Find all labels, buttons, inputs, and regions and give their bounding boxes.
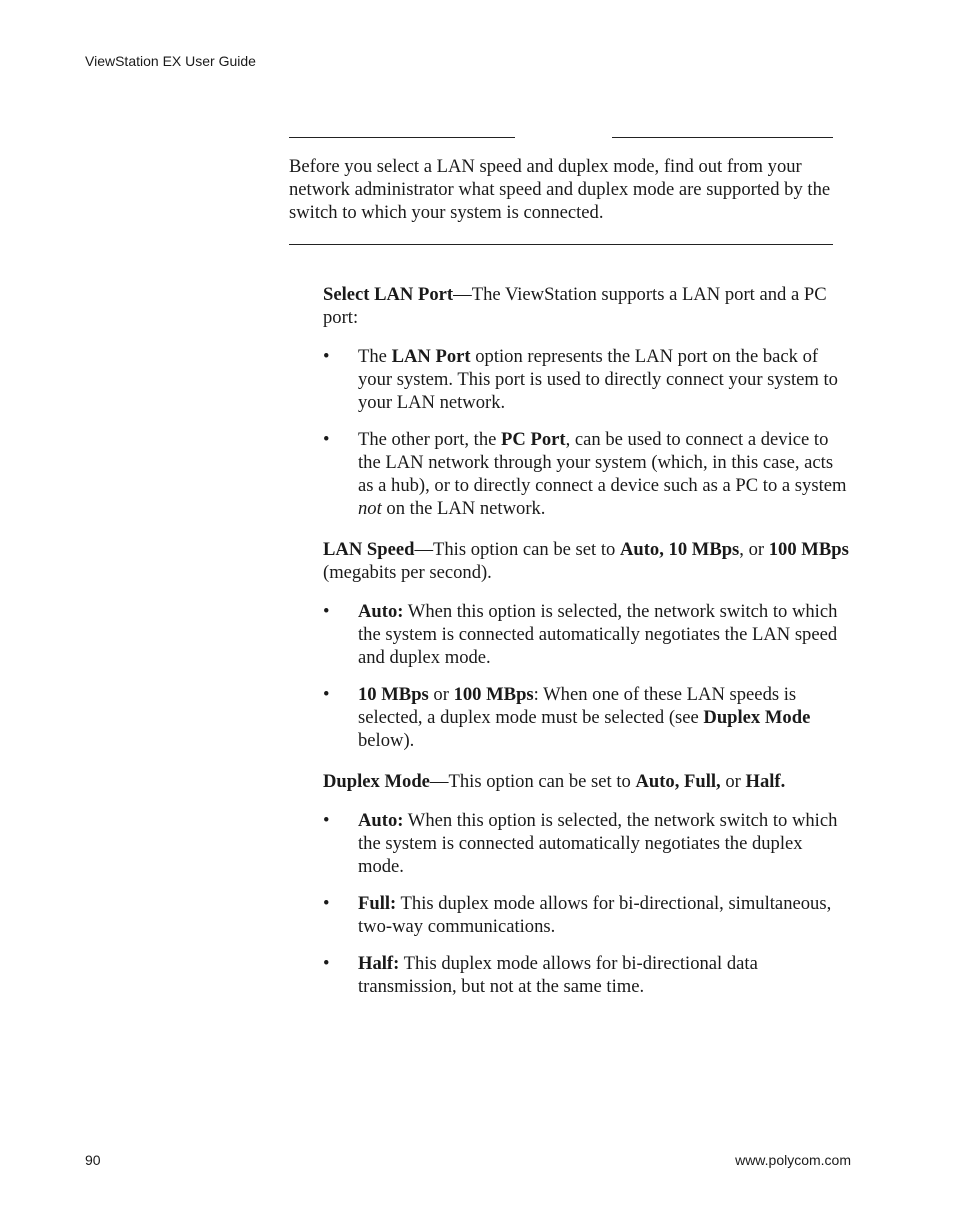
duplex-mode-or: or [720,771,746,792]
list-item [323,809,853,878]
duplex-mode-term: Duplex Mode [323,771,430,792]
list-item [323,428,853,520]
list-item [323,600,853,669]
list-item-text-post: on the LAN network. [381,498,546,519]
10-mbps-term: 10 MBps [358,684,429,705]
lan-speed-post: (megabits per second). [323,562,492,583]
list-item [323,952,853,998]
note-top-rule-right [612,137,833,138]
lan-speed-paragraph [323,538,853,584]
list-item-text-post: This duplex mode allows for bi-directional data transmission, but not at the same time. [358,953,758,997]
running-header-title: ViewStation EX User Guide [85,53,256,69]
duplex-mode-intro: —This option can be set to [429,771,636,792]
list-item-text-post: When this option is selected, the network switch to which the system is connected automatically negotiates the LAN speed and duplex mode. [358,601,838,668]
lan-speed-option-2: 100 MBps [768,539,849,560]
footer-url: www.polycom.com [735,1152,851,1168]
full-term: Full: [358,893,397,914]
list-item-text-pre: The [358,346,392,367]
duplex-mode-bullets [323,809,853,998]
page-number: 90 [85,1152,101,1168]
bullet-glyph: • [323,684,330,705]
list-item-text-post: When this option is selected, the network switch to which the system is connected automatically negotiates the duplex mode. [358,810,838,877]
list-item-text-pre: The other port, the [358,429,502,450]
duplex-mode-reference: Duplex Mode [703,707,811,728]
100-mbps-term: 100 MBps [453,684,534,705]
emphasis-not: not [358,498,382,519]
lan-speed-bullets [323,600,853,752]
list-item [323,683,853,752]
bullet-glyph: • [323,601,330,622]
select-lan-port-intro: —The ViewStation supports a LAN port and a PC port: [323,284,827,328]
list-item [323,345,853,414]
lan-port-term: LAN Port [391,346,471,367]
bullet-glyph: • [323,346,330,367]
list-item-text-or: or [428,684,454,705]
bullet-glyph: • [323,810,330,831]
note-bottom-rule [289,244,833,245]
select-lan-port-term: Select LAN Port [323,284,454,305]
lan-speed-intro: —This option can be set to [414,539,620,560]
list-item [323,892,853,938]
bullet-glyph: • [323,429,330,450]
list-item-text-post: below). [358,730,415,751]
list-item-text-mid: : When one of these LAN speeds is selected, a duplex mode must be selected (see [358,684,797,728]
main-body [323,283,853,1016]
half-term: Half: [358,953,400,974]
list-item-text-post: option represents the LAN port on the back of your system. This port is used to directly connect your system to your LAN network. [358,346,838,413]
note-text: Before you select a LAN speed and duplex mode, find out from your network administrator what speed and duplex mode are supported by the switch to which your system is connected. [289,156,831,223]
lan-speed-option-1: Auto, 10 MBps [619,539,740,560]
bullet-glyph: • [323,953,330,974]
select-lan-port-bullets [323,345,853,520]
duplex-mode-paragraph [323,770,853,793]
lan-speed-or: , or [739,539,769,560]
list-item-text-mid: , can be used to connect a device to the LAN network through your system (which, in this case, acts as a hub), or to directly connect a device such as a PC to a system [358,429,847,496]
duplex-mode-option-2: Half. [745,771,786,792]
select-lan-port-paragraph [323,283,853,329]
note-top-rule-left [289,137,515,138]
lan-speed-term: LAN Speed [323,539,415,560]
bullet-glyph: • [323,893,330,914]
auto-term: Auto: [358,601,404,622]
pc-port-term: PC Port [501,429,566,450]
list-item-text-post: This duplex mode allows for bi-directional, simultaneous, two-way communications. [358,893,832,937]
auto-term: Auto: [358,810,404,831]
duplex-mode-option-1: Auto, Full, [635,771,721,792]
